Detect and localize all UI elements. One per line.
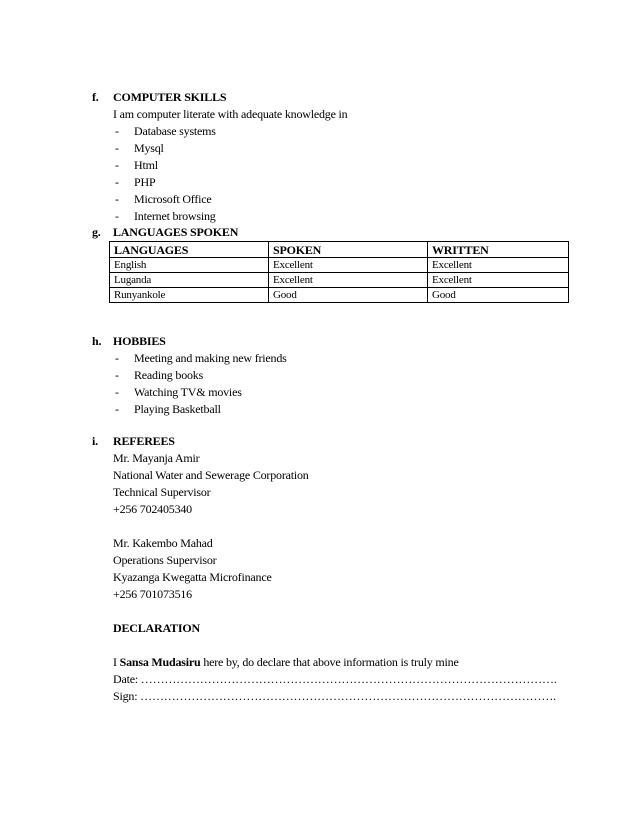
section-letter: g. xyxy=(92,225,101,239)
referee-1-title: Technical Supervisor xyxy=(113,485,211,499)
referee-1-organization: National Water and Sewerage Corporation xyxy=(113,468,309,482)
table-row xyxy=(110,258,569,273)
list-item: - Watching TV& movies xyxy=(115,385,242,399)
referee-1-name: Mr. Mayanja Amir xyxy=(113,451,200,465)
table-row xyxy=(110,288,569,303)
languages-heading xyxy=(0,224,638,241)
computer-skills-section xyxy=(0,89,638,225)
referee-2-name: Mr. Kakembo Mahad xyxy=(113,536,213,550)
section-title: LANGUAGES SPOKEN xyxy=(113,225,239,239)
referee-1-phone: +256 702405340 xyxy=(113,502,192,516)
list-item: - Microsoft Office xyxy=(115,192,212,206)
section-letter: h. xyxy=(92,334,102,348)
declaration-statement: I Sansa Mudasiru here by, do declare that above information is truly mine xyxy=(113,655,459,669)
declaration-title: DECLARATION xyxy=(113,621,200,635)
list-item: - Meeting and making new friends xyxy=(115,351,287,365)
section-title: COMPUTER SKILLS xyxy=(113,90,227,104)
declarant-name: Sansa Mudasiru xyxy=(119,655,201,669)
section-letter: f. xyxy=(92,90,99,104)
column-header: LANGUAGES xyxy=(110,242,269,258)
table-cell: Excellent xyxy=(428,273,569,288)
column-header: SPOKEN xyxy=(269,242,428,258)
list-item: - Internet browsing xyxy=(115,209,216,223)
table-cell: Good xyxy=(428,288,569,303)
section-letter: i. xyxy=(92,434,98,448)
hobbies-heading xyxy=(0,333,638,350)
referees-heading xyxy=(0,433,638,450)
declaration-sign-line: Sign: ……………………………………………………………………………………………. xyxy=(113,689,556,703)
list-item: - Reading books xyxy=(115,368,204,382)
referee-2-organization: Kyazanga Kwegatta Microfinance xyxy=(113,570,272,584)
languages-table xyxy=(109,241,569,303)
languages-section xyxy=(0,224,638,241)
column-header: WRITTEN xyxy=(428,242,569,258)
table-cell: English xyxy=(110,258,269,273)
computer-skills-intro: I am computer literate with adequate knowledge in xyxy=(113,107,348,121)
computer-skills-heading xyxy=(0,89,638,106)
table-cell: Luganda xyxy=(110,273,269,288)
list-item: - Mysql xyxy=(115,141,164,155)
section-title: HOBBIES xyxy=(113,334,166,348)
referee-2-phone: +256 701073516 xyxy=(113,587,192,601)
referees-section xyxy=(0,433,638,705)
list-item: - Database systems xyxy=(115,124,216,138)
table-cell: Runyankole xyxy=(110,288,269,303)
declaration-date-line: Date: ……………………………………………………………………………………………. xyxy=(113,672,557,686)
referee-2-title: Operations Supervisor xyxy=(113,553,217,567)
table-cell: Excellent xyxy=(428,258,569,273)
table-cell: Excellent xyxy=(269,273,428,288)
list-item: - Html xyxy=(115,158,158,172)
list-item: - Playing Basketball xyxy=(115,402,221,416)
table-row xyxy=(110,273,569,288)
hobbies-section xyxy=(0,333,638,418)
table-cell: Good xyxy=(269,288,428,303)
table-cell: Excellent xyxy=(269,258,428,273)
list-item: - PHP xyxy=(115,175,156,189)
table-header-row xyxy=(110,242,569,258)
section-title: REFEREES xyxy=(113,434,175,448)
